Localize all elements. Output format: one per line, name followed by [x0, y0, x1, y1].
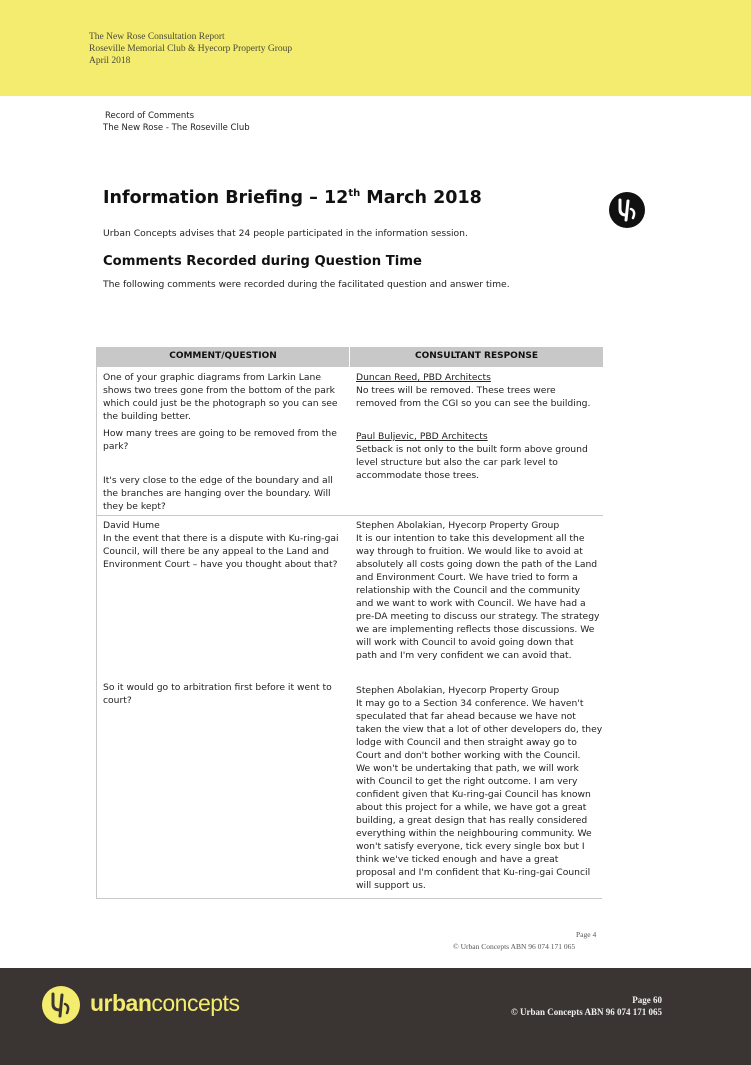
urban-concepts-logo-icon [42, 986, 80, 1024]
text-line: shows two trees gone from the bottom of the park [103, 385, 335, 396]
text-line: No trees will be removed. These trees were [356, 385, 556, 396]
text-line: level structure but also the car park level to [356, 457, 558, 468]
text-line: Council, will there be any appeal to the Land and [103, 546, 330, 557]
brand-bold: urban [90, 990, 152, 1016]
title-sup: th [348, 188, 361, 199]
column-header-comment: COMMENT/QUESTION [169, 351, 277, 361]
text-line: How many trees are going to be removed from the [103, 428, 337, 439]
text-line: proposal and I'm confident that Ku-ring-gai Council [356, 867, 591, 878]
page-title [103, 188, 482, 208]
text-line: It is our intention to take this development all the [356, 533, 585, 544]
intro-text: Urban Concepts advises that 24 people participated in the information session. [103, 228, 468, 239]
text-line: Environment Court – have you thought about that? [103, 559, 338, 570]
brand-light: concepts [151, 990, 240, 1016]
urban-concepts-logo-icon [609, 192, 645, 228]
text-line: accommodate those trees. [356, 470, 480, 481]
text-line: speculated that far ahead because we have not [356, 711, 576, 722]
text-line: about this project for a while, we have got a great [356, 802, 587, 813]
text-line: building, a great design that has really considered [356, 815, 588, 826]
text-line: pre-DA meeting to discuss our strategy. The strategy [356, 611, 600, 622]
text-line: lodge with Council and then straight away go to [356, 737, 577, 748]
text-line: Court and don't bother working with the Council. [356, 750, 581, 761]
text-line: the building better. [103, 411, 191, 422]
text-line: In the event that there is a dispute with Ku-ring-gai [103, 533, 339, 544]
text-line: taken the view that a lot of other developers do, they [356, 724, 603, 735]
text-line: removed from the CGI so you can see the building. [356, 398, 591, 409]
table-header [97, 347, 603, 367]
speaker-name: Stephen Abolakian, Hyecorp Property Group [356, 685, 560, 696]
text-line: So it would go to arbitration first before it went to [103, 682, 332, 693]
table-cell-comment [103, 427, 343, 453]
text-line: think we've ticked enough and have a great [356, 854, 559, 865]
table-cell-response [356, 430, 600, 482]
text-line: they be kept? [103, 501, 166, 512]
record-line-1: Record of Comments [105, 111, 195, 121]
text-line: and we want to work with Council. We have had a [356, 598, 586, 609]
table-cell-comment [103, 519, 343, 571]
speaker-name: Duncan Reed, PBD Architects [356, 372, 491, 383]
text-line: will work with Council to avoid going down that [356, 637, 574, 648]
speaker-name: Stephen Abolakian, Hyecorp Property Group [356, 520, 560, 531]
section-intro: The following comments were recorded during the facilitated question and answer time. [103, 279, 510, 290]
inner-copyright: © Urban Concepts ABN 96 074 171 065 [453, 942, 576, 951]
comments-table [96, 347, 602, 899]
text-line: We won't be undertaking that path, we will work [356, 763, 579, 774]
table-cell-response [356, 519, 600, 662]
speaker-name: Paul Buljevic, PBD Architects [356, 431, 488, 442]
title-rest: March 2018 [360, 188, 482, 208]
text-line: It may go to a Section 34 conference. We haven't [356, 698, 584, 709]
text-line: One of your graphic diagrams from Larkin Lane [103, 372, 321, 383]
record-line-2: The New Rose - The Roseville Club [103, 123, 250, 133]
title-main: Information Briefing – 12 [103, 188, 349, 208]
footer-copyright: © Urban Concepts ABN 96 074 171 065 [511, 1007, 662, 1017]
section-heading: Comments Recorded during Question Time [103, 254, 422, 269]
text-line: Setback is not only to the built form above ground [356, 444, 588, 455]
column-header-response: CONSULTANT RESPONSE [414, 351, 538, 361]
table-cell-response [356, 684, 603, 892]
text-line: absolutely all costs going down the path of the Land [356, 559, 598, 570]
text-line: confident given that Ku-ring-gai Council has known [356, 789, 591, 800]
report-title: The New Rose Consultation Report [89, 32, 225, 42]
text-line: way through to fruition. We would like to avoid at [356, 546, 583, 557]
text-line: park? [103, 441, 129, 452]
table-cell-response [356, 371, 600, 410]
text-line: we are implementing reflects those discussions. We [356, 624, 595, 635]
text-line: will support us. [356, 880, 426, 891]
table-cell-comment [103, 474, 343, 513]
report-header-band [0, 0, 751, 96]
text-line: relationship with the Council and the community [356, 585, 581, 596]
text-line: with Council to get the right outcome. I am very [356, 776, 578, 787]
text-line: the branches are hanging over the boundary. Will [103, 488, 331, 499]
speaker-name: David Hume [103, 520, 160, 531]
text-line: path and I'm very confident we can avoid that. [356, 650, 572, 661]
record-label [103, 110, 250, 134]
text-line: It's very close to the edge of the boundary and all [103, 475, 333, 486]
text-line: and Environment Court. We have tried to form a [356, 572, 578, 583]
table-cell-comment [103, 681, 343, 707]
table-cell-comment [103, 371, 343, 423]
report-date: April 2018 [89, 56, 131, 66]
footer-page-number: Page 60 [632, 995, 662, 1005]
text-line: court? [103, 695, 132, 706]
report-client: Roseville Memorial Club & Hyecorp Property Group [89, 44, 293, 54]
text-line: which could just be the photograph so you can see [103, 398, 338, 409]
text-line: everything within the neighbouring community. We [356, 828, 592, 839]
text-line: won't satisfy everyone, tick every single box but I [356, 841, 585, 852]
inner-page-number: Page 4 [576, 930, 597, 939]
page-footer [0, 968, 751, 1065]
brand-wordmark [90, 990, 239, 1017]
